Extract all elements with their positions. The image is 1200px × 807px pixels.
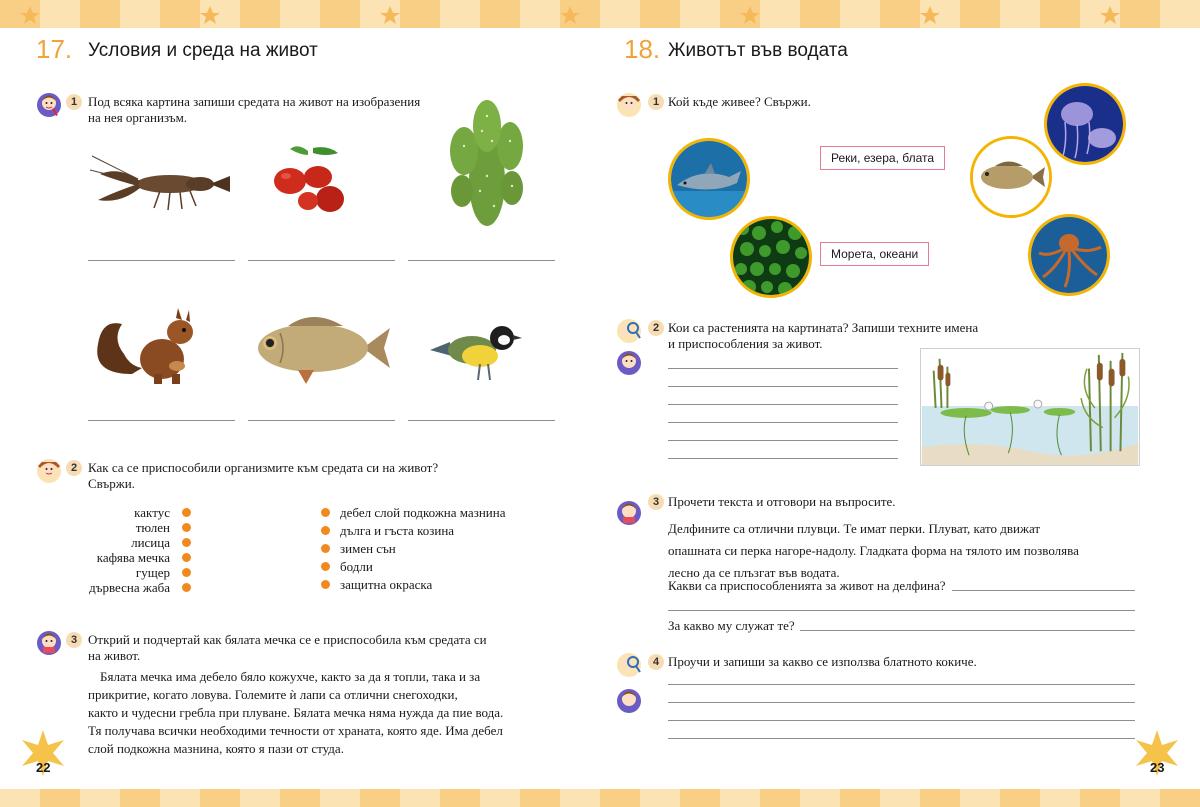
- writing-girl-icon: [36, 92, 62, 118]
- answer-line[interactable]: [88, 260, 235, 261]
- match-dot[interactable]: [182, 523, 191, 532]
- match-dot[interactable]: [321, 526, 330, 535]
- organism-item: кактус: [134, 505, 170, 520]
- answer-line[interactable]: [668, 702, 1135, 703]
- dolphin-text: Делфините са отлични плувци. Те имат перки. Плуват, като движат опашната си перка нагоре-надолу. Гладката форма на тялото им позволява лесно да се плъзгат във водата.: [668, 521, 1079, 580]
- match-dot[interactable]: [182, 568, 191, 577]
- organism-item: тюлен: [135, 520, 170, 535]
- adaptation-item: защитна окраска: [340, 577, 433, 592]
- writing-girl-icon: [616, 688, 642, 714]
- task-number: 1: [648, 94, 664, 110]
- fish-image: [248, 308, 393, 388]
- answer-line[interactable]: [668, 738, 1135, 739]
- crayfish-image: [90, 146, 235, 216]
- match-dot[interactable]: [321, 508, 330, 517]
- adaptation-item: дълга и гъста козина: [340, 523, 455, 538]
- task-number: 2: [648, 320, 664, 336]
- jellyfish-image: [1044, 83, 1126, 165]
- answer-line[interactable]: [668, 368, 898, 369]
- reading-girl-icon: [36, 630, 62, 656]
- answer-line[interactable]: [668, 610, 1135, 611]
- task-number: 1: [66, 94, 82, 110]
- task-number: 3: [66, 632, 82, 648]
- task4-instructions: Проучи и запиши за какво се използва блатното кокиче.: [668, 654, 977, 669]
- chapter-title: Условия и среда на живот: [88, 40, 318, 61]
- task2-instructions: Кои са растенията на картината? Запиши техните имена и приспособления за живот.: [668, 320, 979, 351]
- magnifier-boy-icon: [616, 318, 642, 344]
- answer-line[interactable]: [248, 420, 395, 421]
- squirrel-image: [92, 304, 207, 389]
- reading-girl-icon: [616, 500, 642, 526]
- right-page: [600, 28, 1200, 789]
- match-dot[interactable]: [182, 583, 191, 592]
- answer-line[interactable]: [668, 440, 898, 441]
- great-tit-image: [430, 310, 530, 385]
- answer-line[interactable]: [668, 458, 898, 459]
- answer-line[interactable]: [668, 720, 1135, 721]
- question-purpose: За какво му служат те?: [668, 618, 795, 633]
- task-number: 2: [66, 460, 82, 476]
- match-dot[interactable]: [182, 553, 191, 562]
- match-dot[interactable]: [321, 562, 330, 571]
- octopus-image: [1028, 214, 1110, 296]
- answer-line[interactable]: [408, 420, 555, 421]
- answer-line[interactable]: [408, 260, 555, 261]
- answer-line[interactable]: [248, 260, 395, 261]
- chapter-number: 17.: [36, 34, 73, 64]
- habitat-label-rivers[interactable]: Реки, езера, блата: [820, 146, 945, 170]
- girl-puzzle-icon: [616, 92, 642, 118]
- duckweed-image: [730, 216, 812, 298]
- polar-bear-text: Бялата мечка има дебело бяло кожухче, както за да я топли, така и за прикритие, когато ловува. Големите ѝ лапи са отлични снегоходки, както и чудесни гребла при плуване. Бялата мечка няма нужда да пие вода. Тя получава всички необходими течности от храната, която яде. Има дебел слой подкожна мазнина, която я пази от студа.: [88, 669, 504, 756]
- left-page: [0, 28, 600, 789]
- match-dot[interactable]: [321, 544, 330, 553]
- answer-line[interactable]: [668, 404, 898, 405]
- adaptation-item: зимен сън: [340, 541, 396, 556]
- adaptation-item: бодли: [340, 559, 373, 574]
- writing-girl-icon: [616, 350, 642, 376]
- organism-item: гущер: [135, 565, 170, 580]
- page-number: 23: [1150, 760, 1165, 775]
- task2-instructions: Как са се приспособили организмите към средата си на живот? Свържи.: [88, 460, 439, 491]
- match-dot[interactable]: [182, 508, 191, 517]
- answer-line[interactable]: [800, 630, 1135, 631]
- girl-puzzle-icon: [36, 458, 62, 484]
- organism-item: дървесна жаба: [89, 580, 170, 595]
- pond-plants-illustration: [920, 348, 1140, 466]
- dolphin-image: [668, 138, 750, 220]
- chapter-number: 18.: [624, 34, 661, 64]
- chapter-title: Животът във водата: [668, 40, 848, 61]
- decorative-top-border: [0, 0, 1200, 28]
- magnifier-boy-icon: [616, 652, 642, 678]
- answer-line[interactable]: [668, 422, 898, 423]
- habitat-label-seas[interactable]: Морета, океани: [820, 242, 929, 266]
- carp-image: [970, 136, 1052, 218]
- organism-item: лисица: [131, 535, 170, 550]
- rose-hips-image: [268, 143, 358, 218]
- task1-instructions: Под всяка картина запиши средата на живот на изобразения на нея организъм.: [88, 94, 421, 125]
- task-number: 3: [648, 494, 664, 510]
- task1-instructions: Кой къде живее? Свържи.: [668, 94, 811, 109]
- answer-line[interactable]: [668, 386, 898, 387]
- task3-instructions: Открий и подчертай как бялата мечка се е приспособила към средата си на живот.: [88, 632, 487, 663]
- decorative-bottom-border: [0, 789, 1200, 807]
- answer-line[interactable]: [952, 590, 1135, 591]
- answer-line[interactable]: [88, 420, 235, 421]
- page-number: 22: [36, 760, 51, 775]
- answer-line[interactable]: [668, 684, 1135, 685]
- organism-item: кафява мечка: [96, 550, 170, 565]
- task3-instructions: Прочети текста и отговори на въпросите.: [668, 494, 896, 509]
- adaptation-item: дебел слой подкожна мазнина: [340, 505, 506, 520]
- cactus-image: [442, 96, 532, 236]
- task-number: 4: [648, 654, 664, 670]
- match-dot[interactable]: [182, 538, 191, 547]
- match-dot[interactable]: [321, 580, 330, 589]
- question-adaptations: Какви са приспособленията за живот на делфина?: [668, 578, 946, 593]
